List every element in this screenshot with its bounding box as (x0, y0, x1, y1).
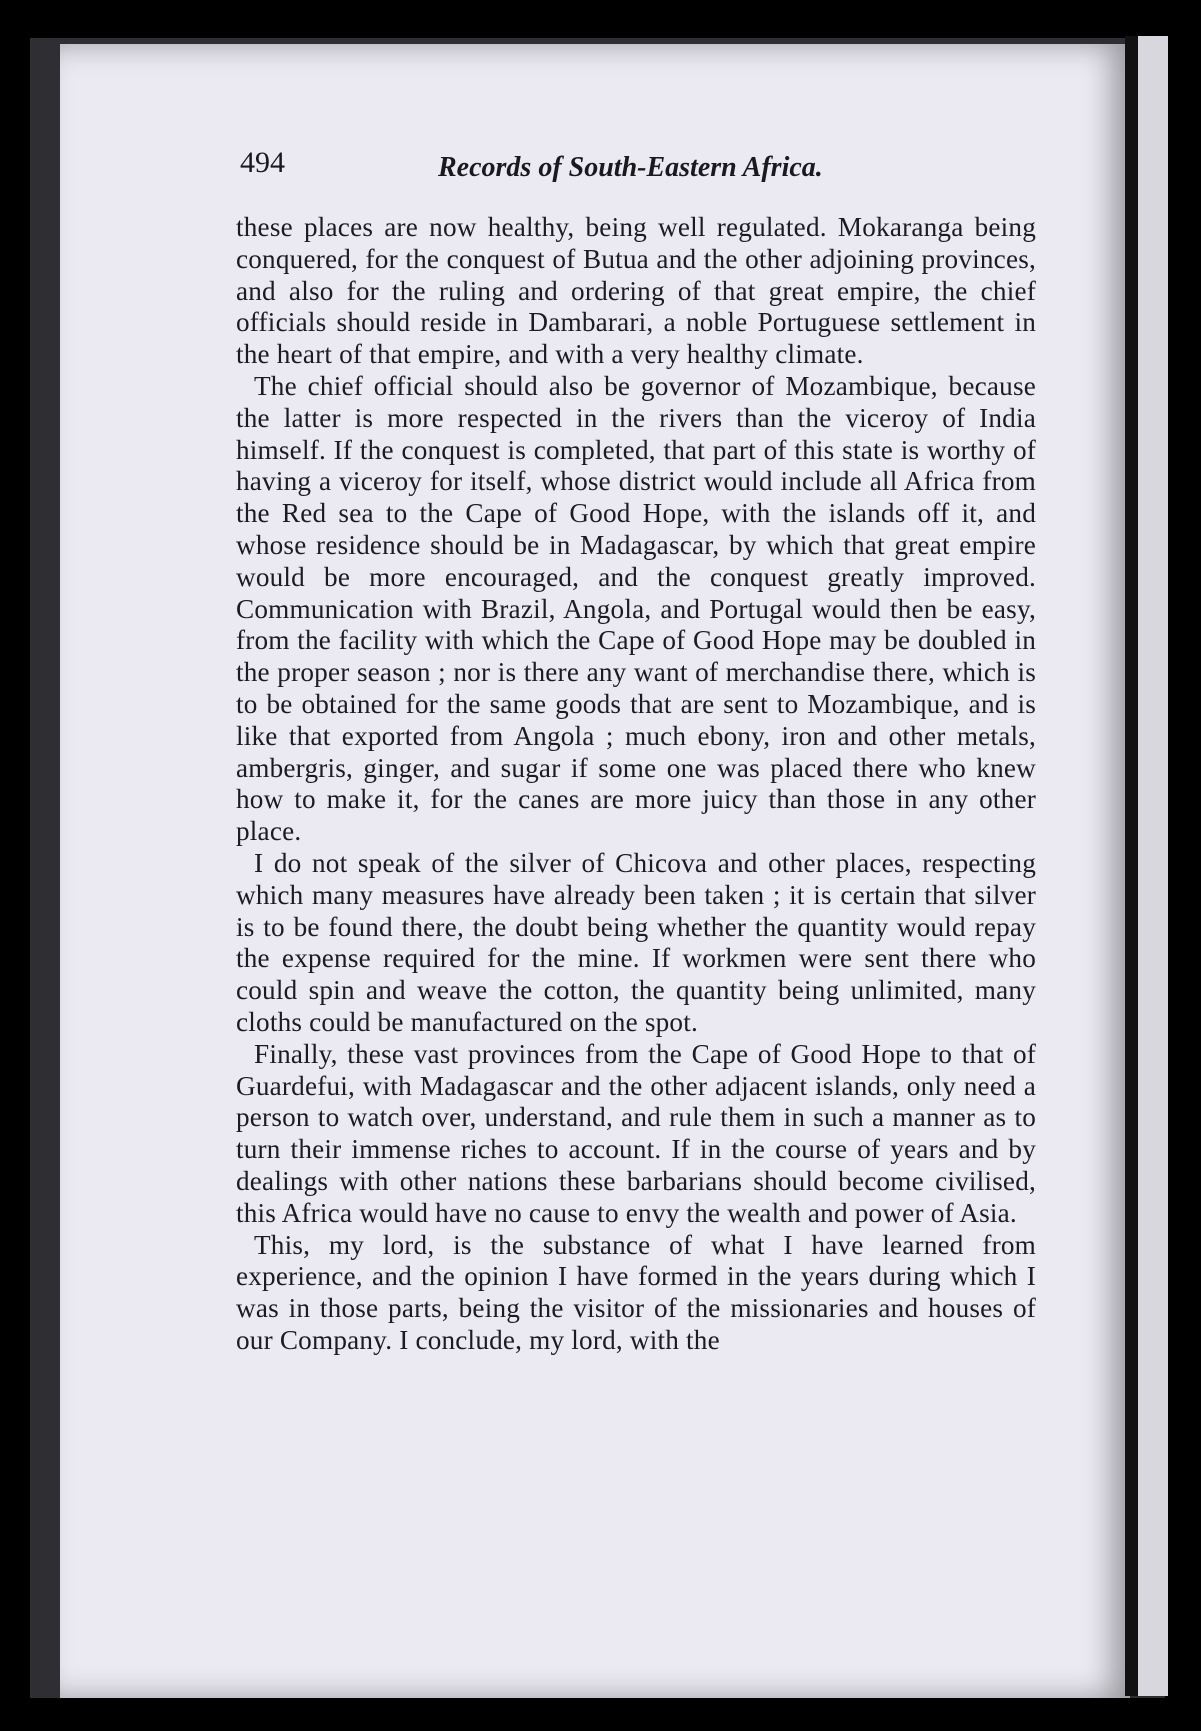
paragraph: these places are now healthy, being well regulated. Mokaranga being conquered, for the conquest of Butua and the other adjoining provinces, and also for the ruling and ordering of that great empire, the chief officials should reside in Dambarari, a noble Portuguese settlement in the heart of that empire, and with a very healthy climate. (236, 212, 1036, 370)
page-header (240, 146, 1040, 196)
page-number: 494 (240, 146, 285, 179)
paragraph: This, my lord, is the substance of what I have learned from experience, and the opinion I have formed in the years during which I was in those parts, being the visitor of the missionaries and houses of our Company. I conclude, my lord, with the (236, 1229, 1036, 1355)
page-edge-shadow (1125, 36, 1139, 1696)
body-text (236, 212, 1036, 1357)
adjacent-page-strip (1138, 36, 1168, 1696)
paragraph: I do not speak of the silver of Chicova and other places, respecting which many measures have already been taken ; it is certain that silver is to be found there, the doubt being whether the quantity would repay the expense required for the mine. If workmen were sent there who could spin and weave the cotton, the quantity being unlimited, many cloths could be manufactured on the spot. (236, 847, 1036, 1037)
paragraph: The chief official should also be governor of Mozambique, because the latter is more respected in the rivers than the viceroy of India himself. If the conquest is completed, that part of this state is worthy of having a viceroy for itself, whose district would include all Africa from the Red sea to the Cape of Good Hope, with the islands off it, and whose residence should be in Madagascar, by which that great empire would be more encouraged, and the conquest greatly improved. Communication with Brazil, Angola, and Portugal would then be easy, from the facility with which the Cape of Good Hope may be doubled in the proper season ; nor is there any want of merchandise there, which is to be obtained for the same goods that are sent to Mozambique, and is like that exported from Angola ; much ebony, iron and other metals, ambergris, ginger, and sugar if some one was placed there who knew how to make it, for the canes are more juicy than those in any other place. (236, 370, 1036, 847)
running-title: Records of South-Eastern Africa. (438, 152, 823, 183)
paragraph: Finally, these vast provinces from the Cape of Good Hope to that of Guardefui, with Madagascar and the other adjacent islands, only need a person to watch over, understand, and rule them in such a manner as to turn their immense riches to account. If in the course of years and by dealings with other nations these barbarians should become civilised, this Africa would have no cause to envy the wealth and power of Asia. (236, 1038, 1036, 1228)
